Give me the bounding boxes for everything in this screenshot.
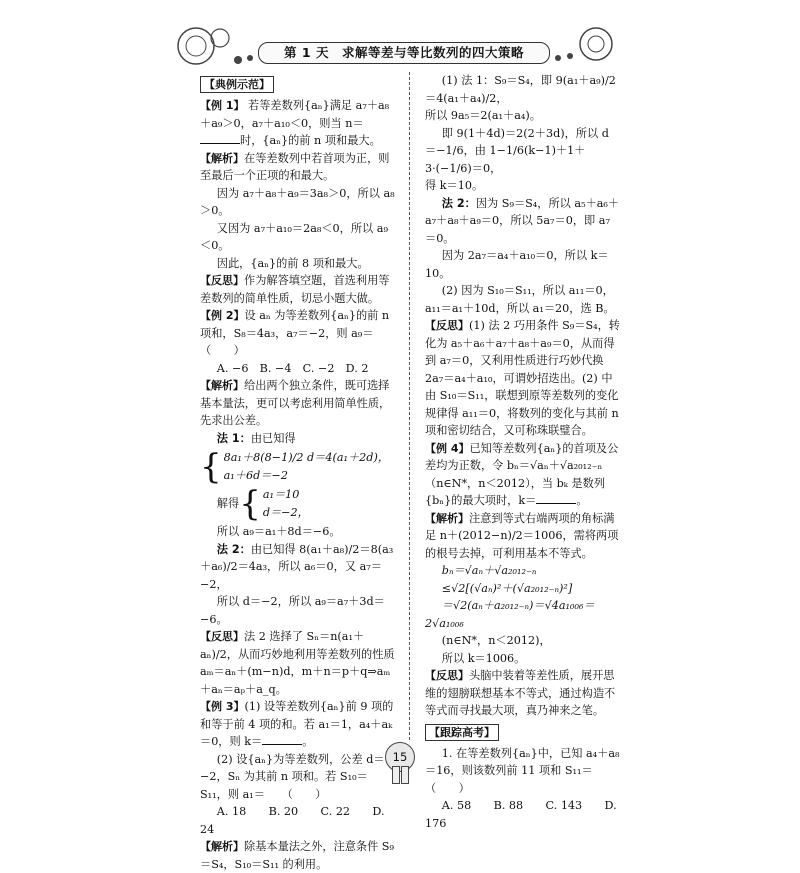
question-1: 1. 在等差数列{aₙ}中，已知 a₄＋a₈＝16，则该数列前 11 项和 S₁₁＝ （ ） [425, 746, 620, 795]
section-title-examples: 【典例示范】 [200, 76, 274, 93]
formula-line-4: (n∈N*，n＜2012)， [441, 634, 551, 647]
page-header [0, 0, 800, 70]
reflection-3 [425, 317, 620, 440]
reflection-2 [200, 628, 395, 698]
right-method-2 [425, 195, 620, 248]
reflection-1-label: 【反思】 [200, 274, 244, 287]
right-line-3: 即 9(1＋4d)＝2(2＋3d)，所以 d＝−1/6，由 1−1/6(k−1)＋1＋3·(−1/6)＝0， [425, 126, 609, 175]
analysis-3-label: 【解析】 [200, 840, 244, 853]
right-line-1: (1) 法 1：S₉＝S₄，即 9(a₁＋a₉)/2＝4(a₁＋a₄)/2， [425, 74, 616, 105]
method-1 [200, 430, 395, 448]
analysis-4 [425, 510, 620, 563]
solution-1-line-3: 因此，{aₙ}的前 8 项和最大。 [216, 256, 369, 270]
decorative-circles-right [548, 22, 628, 72]
solution-1-line-1: 因为 a₇＋a₈＋a₉＝3a₈＞0，所以 a₈＞0。 [200, 186, 395, 217]
right-method-2-text: 因为 S₉＝S₄，所以 a₅＋a₆＋a₇＋a₈＋a₉＝0，所以 5a₇＝0，即 a₇＝0。 [425, 196, 620, 245]
analysis-4-label: 【解析】 [425, 511, 469, 525]
example-4-label: 【例 4】 [425, 441, 470, 455]
right-method-2-label: 法 2： [441, 196, 476, 210]
example-1-text-a: 若等差数列{aₙ}满足 a₇＋a₈＋a₉＞0，a₇＋a₁₀＜0，则当 n＝ [200, 99, 390, 130]
system-2-line-1: a₁＝10 [262, 488, 300, 501]
example-1-text-b: 时，{aₙ}的前 n 项和最大。 [240, 134, 381, 147]
formula-line-5: 所以 k＝1006。 [441, 651, 526, 665]
example-1-label: 【例 1】 [200, 99, 245, 112]
page-number: 15 [385, 742, 415, 772]
method-1-label: 法 1： [216, 431, 251, 445]
analysis-1 [200, 150, 395, 185]
reflection-3-label: 【反思】 [425, 319, 469, 332]
example-2-options: A. −6 B. −4 C. −2 D. 2 [216, 361, 369, 375]
system-1-line-1: 8a₁＋8(8−1)/2 d＝4(a₁＋2d)， [223, 451, 390, 464]
decorative-circles-left [172, 22, 262, 72]
analysis-2 [200, 377, 395, 430]
answer-blank [536, 492, 576, 504]
example-3-text-2: (2) 设{aₙ}为等差数列，公差 d＝−2，Sₙ 为其前 n 项和。若 S₁₀＝S₁₁，则 a₁＝ （ ） [200, 752, 385, 801]
ribbon-right [401, 766, 409, 784]
example-4-text: 已知等差数列{aₙ}的首项及公差均为正数，令 bₙ＝√aₙ＋√a₂₀₁₂₋ₙ（n∈N*，n＜2012），当 bₖ 是数列{bₙ}的最大项时，k＝ [425, 441, 619, 507]
right-line-7: (2) 因为 S₁₀＝S₁₁，所以 a₁₁＝0，a₁₁＝a₁＋10d，所以 a₁＝20，选 B。 [425, 284, 615, 315]
example-3-label: 【例 3】 [200, 700, 245, 713]
analysis-2-label: 【解析】 [200, 379, 244, 392]
question-1-options: A. 58 B. 88 C. 143 D. 176 [425, 799, 617, 830]
column-divider [409, 72, 410, 740]
reflection-1-text: 作为解答填空题，首选利用等差数列的简单性质，切忌小题大做。 [200, 274, 390, 305]
reflection-4 [425, 667, 620, 720]
reflection-2-text: 法 2 选择了 Sₙ＝n(a₁＋aₙ)/2，从而巧妙地利用等差数列的性质 aₘ＝aₙ＋(m−n)d，m＋n＝p＋q⇒aₘ＋aₙ＝aₚ＋a_q。 [200, 630, 395, 696]
brace-symbol: { [200, 446, 222, 487]
example-2 [200, 307, 395, 360]
method-1-text: 由已知得 [250, 431, 296, 445]
right-line-6: 因为 2a₇＝a₄＋a₁₀＝0，所以 k＝10。 [425, 249, 609, 280]
formula-line-3: ＝√2(aₙ＋a₂₀₁₂₋ₙ)＝√4a₁₀₀₆＝2√a₁₀₀₆ [425, 599, 595, 630]
method-2-text: 由已知得 8(a₁＋a₈)/2＝8(a₃＋a₆)/2＝4a₃，所以 a₆＝0，又 a₇＝−2， [200, 542, 394, 591]
analysis-1-label: 【解析】 [200, 151, 244, 165]
reflection-2-label: 【反思】 [200, 630, 244, 643]
right-column [425, 72, 620, 832]
analysis-3 [200, 838, 395, 873]
solution-1-line-2: 又因为 a₇＋a₁₀＝2a₈＜0，所以 a₉＜0。 [200, 221, 388, 252]
answer-blank [262, 733, 302, 745]
reflection-4-text: 头脑中装着等差性质，展开思维的翅膀联想基本不等式，通过构造不等式而寻找最大项，真乃神来之笔。 [425, 669, 616, 717]
answer-blank [200, 132, 240, 144]
analysis-1-text: 在等差数列中若首项为正，则至最后一个正项的和最大。 [200, 151, 390, 182]
example-3-text-1: (1) 设等差数列{aₙ}前 9 项的和等于前 4 项的和。若 a₁＝1，a₄＋aₖ＝0，则 k＝ [200, 700, 394, 748]
example-4: 【例 4】已知等差数列{aₙ}的首项及公差均为正数，令 bₙ＝√aₙ＋√a₂₀₁₂₋ₙ（n∈N*，n＜2012），当 bₖ 是数列{bₙ}的最大项时，k＝ 。 [425, 441, 619, 507]
left-column [200, 72, 395, 873]
formula-line-2: ≤√2[(√aₙ)²＋(√a₂₀₁₂₋ₙ)²] [441, 581, 573, 595]
right-line-2: 所以 9a₅＝2(a₁＋a₄)。 [425, 109, 541, 122]
reflection-1 [200, 272, 395, 307]
method-2-label: 法 2： [216, 542, 251, 556]
analysis-3-text: 除基本量法之外，注意条件 S₉＝S₄，S₁₀＝S₁₁ 的利用。 [200, 840, 394, 871]
method-1-result: 所以 a₉＝a₁＋8d＝−6。 [216, 525, 341, 538]
equation-system-2 [200, 483, 395, 524]
formula-line-1: bₙ＝√aₙ＋√a₂₀₁₂₋ₙ [441, 564, 537, 577]
example-3-options: A. 18 B. 20 C. 22 D. 24 [200, 805, 385, 836]
ribbon-left [392, 766, 400, 784]
reflection-4-label: 【反思】 [425, 669, 469, 682]
section-title-exam: 【跟踪高考】 [425, 724, 499, 741]
example-1 [200, 97, 395, 150]
example-2-text: 设 aₙ 为等差数列{aₙ}的前 n 项和，S₈＝4a₃，a₇＝−2，则 a₉＝ （ ） [200, 309, 396, 357]
method-2-result: 所以 d＝−2，所以 a₉＝a₇＋3d＝−6。 [200, 595, 385, 626]
solve-label: 解得 [216, 496, 240, 510]
brace-symbol: { [239, 483, 261, 524]
equation-system-1 [200, 446, 395, 487]
right-line-4: 得 k＝10。 [425, 179, 484, 192]
analysis-4-text: 注意到等式右端两项的角标满足 n＋(2012−n)/2＝1006，需将两项的根号去掉，可利用基本不等式。 [425, 511, 619, 560]
example-3: 【例 3】(1) 设等差数列{aₙ}前 9 项的和等于前 4 项的和。若 a₁＝1，a₄＋aₖ＝0，则 k＝ 。 [200, 700, 394, 748]
chapter-title-bar: 第 1 天 求解等差与等比数列的四大策略 [258, 42, 550, 64]
analysis-2-text: 给出两个独立条件，既可选择基本量法，更可以考虑利用简单性质，先求出公差。 [200, 379, 391, 427]
reflection-3-text: (1) 法 2 巧用条件 S₉＝S₄，转化为 a₅＋a₆＋a₇＋a₈＋a₉＝0，从而得到 a₇＝0，又利用性质进行巧妙代换 2a₇＝a₄＋a₁₀，可谓妙招迭出。(2) 中由 S₁₀＝S₁₁，联想到原等差数列的变化规律得 a₁₁＝0，将数列的变化与其前 n 项和密切结合，又可称珠联璧合。 [425, 319, 620, 437]
system-1-line-2: a₁＋6d＝−2 [223, 468, 288, 482]
method-2 [200, 541, 395, 594]
system-2-line-2: d＝−2， [262, 505, 309, 519]
example-2-label: 【例 2】 [200, 309, 245, 322]
